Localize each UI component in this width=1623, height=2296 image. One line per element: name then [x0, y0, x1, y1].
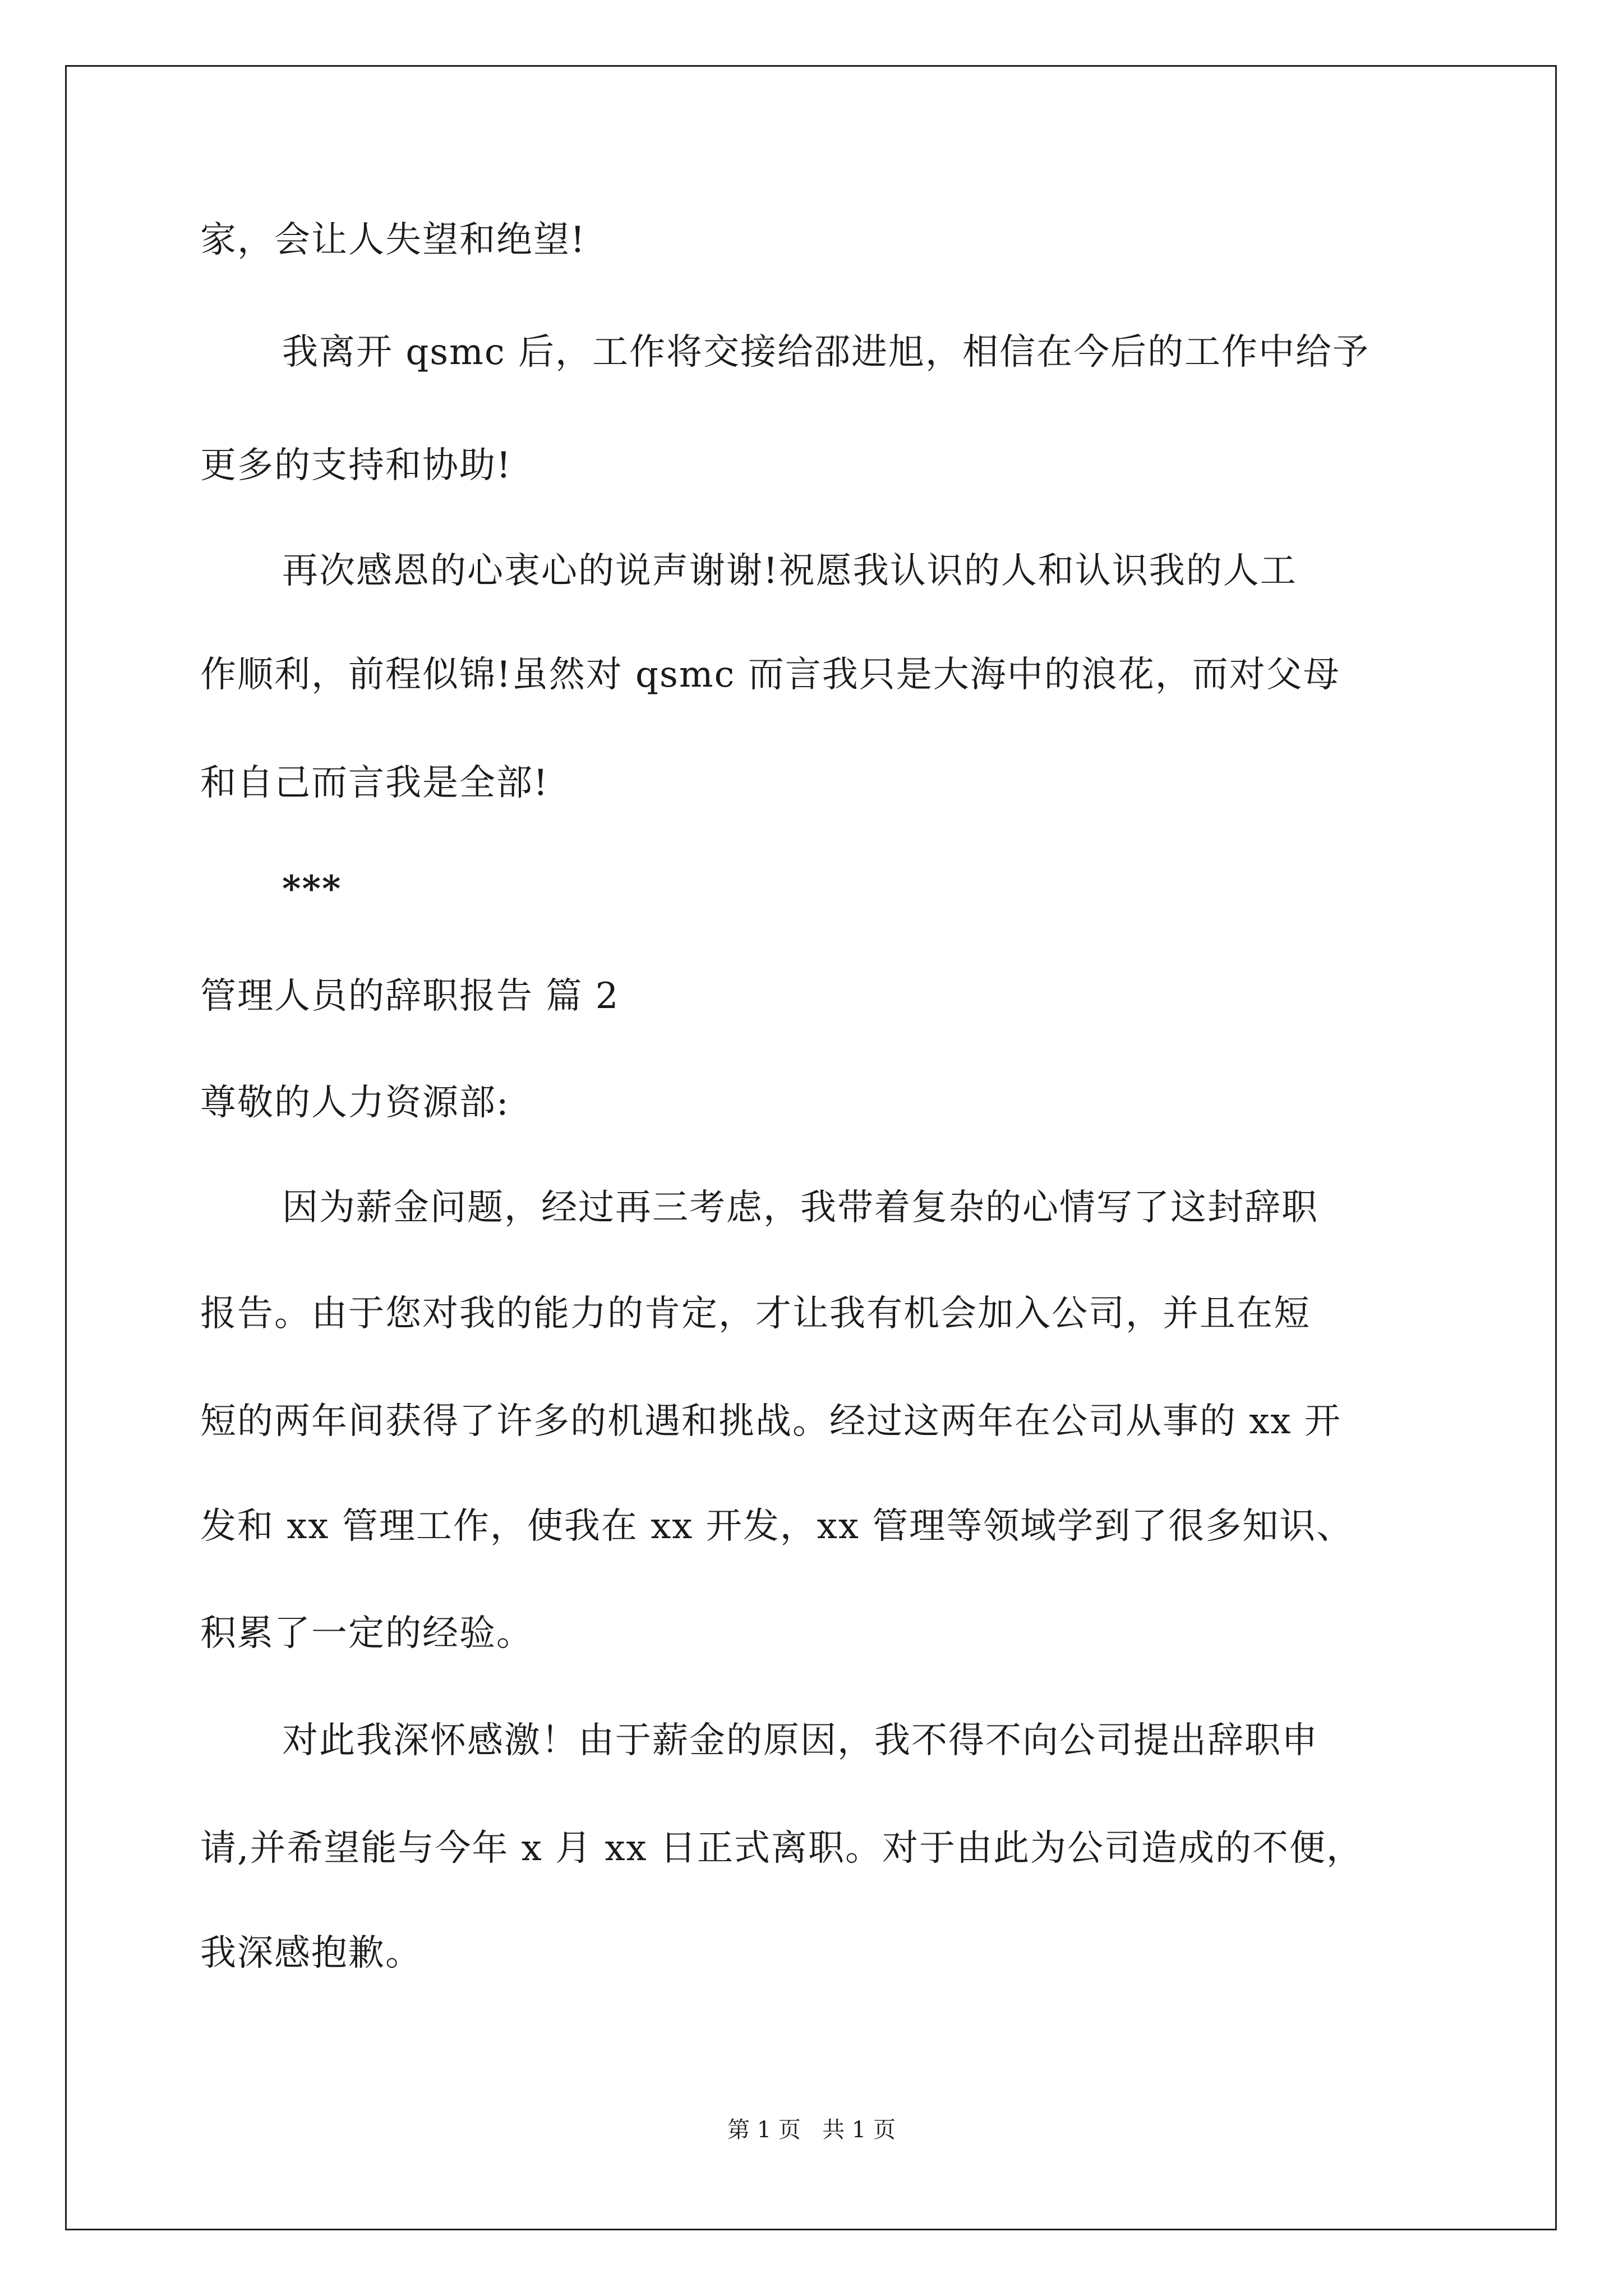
section-separator: *** [282, 868, 342, 910]
text-line: 发和 xx 管理工作，使我在 xx 开发，xx 管理等领域学到了很多知识、 [200, 1506, 1354, 1547]
text-line: 更多的支持和协助! [200, 445, 512, 486]
section-heading: 管理人员的辞职报告 篇 2 [200, 976, 620, 1017]
text-line: 我离开 qsmc 后，工作将交接给邵进旭，相信在今后的工作中给予 [282, 332, 1370, 373]
page-number-footer: 第 1 页 共 1 页 [727, 2117, 896, 2143]
text-line: 我深感抱歉。 [200, 1932, 422, 1974]
text-line: 作顺利，前程似锦!虽然对 qsmc 而言我只是大海中的浪花，而对父母 [200, 654, 1340, 696]
text-line: 和自己而言我是全部! [200, 762, 549, 804]
text-line: 家，会让人失望和绝望! [200, 219, 586, 261]
text-line: 短的两年间获得了许多的机遇和挑战。经过这两年在公司从事的 xx 开 [200, 1401, 1341, 1442]
text-line: 请,并希望能与今年 x 月 xx 日正式离职。对于由此为公司造成的不便， [200, 1828, 1363, 1869]
text-line: 对此我深怀感激！由于薪金的原因，我不得不向公司提出辞职申 [282, 1720, 1318, 1761]
text-line: 积累了一定的经验。 [200, 1613, 533, 1654]
text-line: 报告。由于您对我的能力的肯定，才让我有机会加入公司，并且在短 [200, 1293, 1311, 1335]
page-border [65, 65, 1557, 2230]
text-line: 因为薪金问题，经过再三考虑，我带着复杂的心情写了这封辞职 [282, 1187, 1318, 1228]
salutation: 尊敬的人力资源部: [200, 1082, 510, 1124]
text-line: 再次感恩的心衷心的说声谢谢!祝愿我认识的人和认识我的人工 [282, 550, 1297, 592]
